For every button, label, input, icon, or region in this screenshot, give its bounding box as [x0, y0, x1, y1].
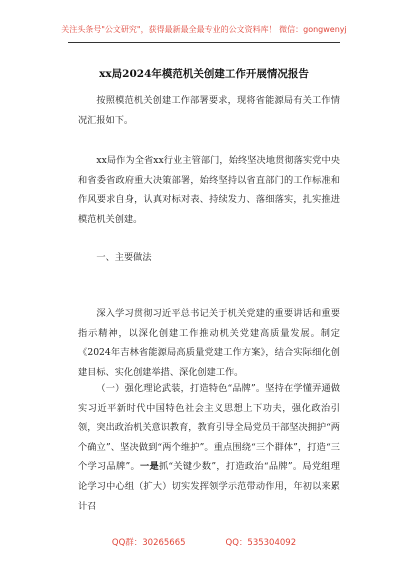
- paragraph-theory-part-a: （一）强化理论武装，打造特色“品牌”。坚持在学懂弄通做实习近平新时代中国特色社会主义思想上下功夫，强化政治引领，突出政治机关意识教育，教育引导全局党员干部坚决拥护“两个确立”、坚决做到“两个维护”。重点围绕“三个群体”，打造“三个学习品牌”。: [78, 383, 340, 473]
- section-heading-main-practices: 一、主要做法: [96, 252, 152, 263]
- paragraph-theory-emphasis: 一是: [139, 461, 159, 473]
- footer-contact: [0, 536, 408, 548]
- paragraph-theory-part-b: 抓“关键少数”，打造政治“品牌”。局党组理论学习中心组（扩大）切实发挥领学示范带动作用，年初以来累计召: [78, 461, 340, 512]
- document-title: xx局2024年模范机关创建工作开展情况报告: [99, 68, 309, 80]
- header-divider: [68, 42, 340, 43]
- header-banner: 关注头条号"公文研究"，获得最新最全最专业的公文资料库！ 微信：gongwenyj: [61, 25, 347, 34]
- footer-qq-group: QQ群：30265665: [111, 538, 186, 548]
- paragraph-study: 深入学习贯彻习近平总书记关于机关党建的重要讲话和重要指示精神，以深化创建工作推动机关党建高质量发展。制定《2024年吉林省能源局高质量党建工作方案》，结合实际细化创建目标、实化创建举措、深化创建工作。: [78, 308, 340, 378]
- paragraph-overview: xx局作为全省xx行业主管部门，始终坚决地贯彻落实党中央和省委省政府重大决策部署，始终坚持以省直部门的工作标准和作风要求自身，认真对标对表、持续发力、落细落实，扎实推进模范机关创建。: [78, 155, 340, 225]
- footer-qq: QQ：535304092: [225, 538, 297, 548]
- paragraph-theory: [78, 379, 340, 516]
- paragraph-intro: 按照模范机关创建工作部署要求，现将省能源局有关工作情况汇报如下。: [78, 95, 340, 126]
